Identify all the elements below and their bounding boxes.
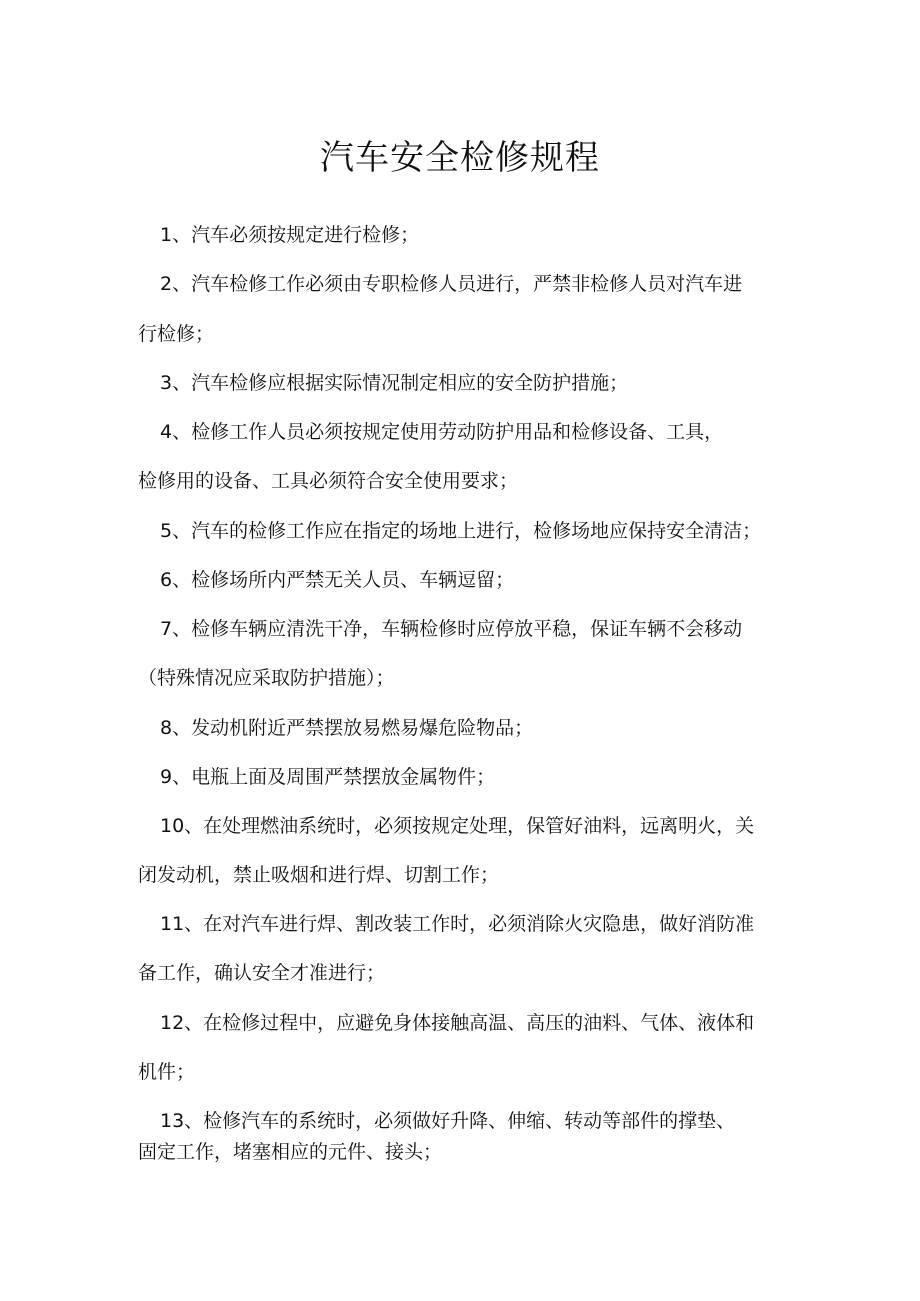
- rule-11-line-2: 备工作，确认安全才准进行；: [138, 962, 386, 984]
- rule-6-line-1: 6、检修场所内严禁无关人员、车辆逗留；: [160, 569, 515, 591]
- rule-4-line-1: 4、检修工作人员必须按规定使用劳动防护用品和检修设备、工具，: [160, 421, 724, 443]
- rule-12-line-1: 12、在检修过程中，应避免身体接触高温、高压的油料、气体、液体和: [160, 1012, 755, 1034]
- document-title: 汽车安全检修规程: [320, 138, 600, 178]
- rule-2-line-2: 行检修；: [138, 323, 215, 345]
- rule-10-line-2: 闭发动机，禁止吸烟和进行焊、切割工作；: [138, 864, 500, 886]
- rule-8-line-1: 8、发动机附近严禁摆放易燃易爆危险物品；: [160, 717, 534, 739]
- rule-4-line-2: 检修用的设备、工具必须符合安全使用要求；: [138, 470, 519, 492]
- rule-1-line-1: 1、汽车必须按规定进行检修；: [160, 224, 420, 246]
- rule-7-line-1: 7、检修车辆应清洗干净，车辆检修时应停放平稳，保证车辆不会移动: [160, 618, 743, 640]
- rule-9-line-1: 9、电瓶上面及周围严禁摆放金属物件；: [160, 766, 496, 788]
- rule-13-line-2: 固定工作，堵塞相应的元件、接头；: [138, 1141, 443, 1163]
- rule-7-line-2: （特殊情况应采取防护措施）；: [138, 667, 395, 689]
- rule-11-line-1: 11、在对汽车进行焊、割改装工作时，必须消除火灾隐患，做好消防准: [160, 913, 755, 935]
- rule-2-line-1: 2、汽车检修工作必须由专职检修人员进行，严禁非检修人员对汽车进: [160, 273, 743, 295]
- rule-10-line-1: 10、在处理燃油系统时，必须按规定处理，保管好油料，远离明火，关: [160, 815, 755, 837]
- rule-12-line-2: 机件；: [138, 1061, 196, 1083]
- rule-5-line-1: 5、汽车的检修工作应在指定的场地上进行，检修场地应保持安全清洁；: [160, 520, 762, 542]
- rule-13-line-1: 13、检修汽车的系统时，必须做好升降、伸缩、转动等部件的撑垫、: [160, 1110, 736, 1132]
- rule-3-line-1: 3、汽车检修应根据实际情况制定相应的安全防护措施；: [160, 372, 629, 394]
